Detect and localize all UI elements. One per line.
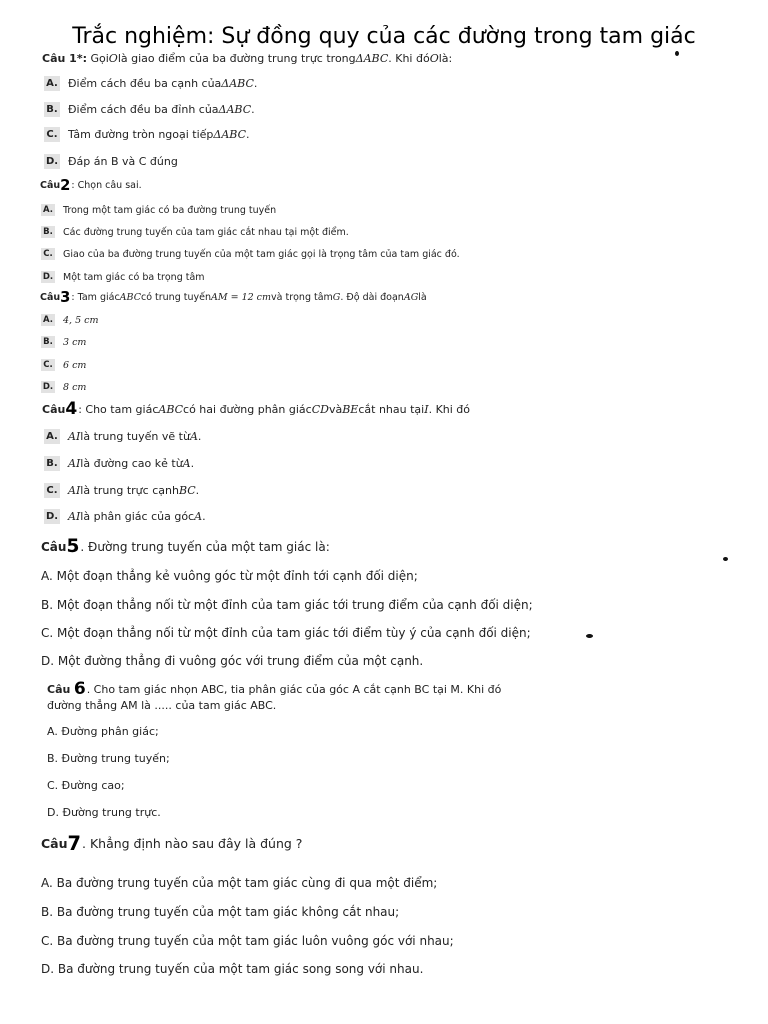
option-letter-badge: C.: [44, 483, 60, 498]
option-letter-badge: D.: [45, 511, 59, 522]
option-text: là trung trực cạnh: [80, 484, 179, 497]
option-math: AI: [68, 484, 81, 497]
option-letter-badge: A.: [41, 204, 55, 216]
math-o: O: [429, 52, 439, 65]
q7-option-a[interactable]: A. Ba đường trung tuyến của một tam giác cùng đi qua một điểm;: [41, 876, 438, 890]
option-letter-badge: B.: [41, 336, 55, 348]
option-text: Giao của ba đường trung tuyến của một tam giác gọi là trọng tâm của tam giác đó.: [63, 248, 460, 260]
question-3-label: Câu: [40, 292, 61, 304]
ink-mark: [723, 557, 728, 561]
math-be: BE: [342, 403, 359, 417]
q1-option-d[interactable]: [44, 154, 178, 169]
question-3-text: : Tam giác: [71, 292, 120, 304]
q5-option-b[interactable]: B. Một đoạn thẳng nối từ một đỉnh của tam giác tới trung điểm của cạnh đối diện;: [41, 598, 533, 612]
option-letter-badge: D.: [42, 382, 54, 392]
question-4-text: và: [328, 403, 343, 417]
option-math: AI: [68, 430, 81, 443]
question-6-text: . Cho tam giác nhọn ABC, tia phân giác của góc A cắt cạnh BC tại M. Khi đó: [86, 683, 502, 697]
option-text: .: [246, 128, 250, 141]
option-letter-badge: B.: [41, 226, 55, 238]
question-1-text: là giao điểm của ba đường trung trực trong: [117, 52, 356, 65]
question-1-text: Gọi: [90, 52, 109, 65]
option-letter-badge: A.: [44, 76, 60, 91]
option-text: .: [190, 457, 195, 470]
option-math: ΔABC: [221, 77, 254, 90]
option-letter-badge: C.: [44, 127, 60, 142]
q3-option-b[interactable]: [41, 336, 86, 348]
option-math: BC: [178, 484, 196, 497]
option-text: Điểm cách đều ba cạnh của: [68, 77, 222, 90]
q3-option-c[interactable]: [41, 359, 86, 371]
q1-option-b[interactable]: [44, 102, 255, 117]
question-4-text: : Cho tam giác: [78, 403, 159, 417]
q1-option-a[interactable]: [44, 76, 257, 91]
q6-option-a[interactable]: A. Đường phân giác;: [47, 725, 159, 738]
math-abc: ABC: [119, 292, 141, 304]
question-5-label: Câu: [41, 540, 67, 555]
math-cd: CD: [311, 403, 329, 417]
question-4-stem: [42, 399, 471, 419]
q1-option-c[interactable]: [44, 127, 250, 142]
question-3-text: là: [418, 292, 427, 304]
question-6-stem: [47, 679, 502, 699]
option-letter-badge: D.: [45, 156, 59, 167]
option-math: 6 cm: [63, 359, 87, 371]
q6-option-d[interactable]: D. Đường trung trực.: [47, 806, 161, 819]
q2-option-a[interactable]: [41, 204, 276, 216]
q7-option-c[interactable]: C. Ba đường trung tuyến của một tam giác luôn vuông góc với nhau;: [41, 934, 454, 948]
option-math: ΔABC: [218, 103, 252, 116]
option-math: 8 cm: [63, 381, 87, 393]
ink-mark: [586, 634, 593, 638]
option-math: A: [182, 457, 191, 470]
question-5-stem: [41, 536, 330, 557]
question-1-text: là:: [438, 52, 453, 65]
option-text: Đáp án B và C đúng: [68, 155, 178, 168]
q5-option-c[interactable]: C. Một đoạn thẳng nối từ một đỉnh của tam giác tới điểm tùy ý của cạnh đối diện;: [41, 626, 531, 640]
q7-option-d[interactable]: D. Ba đường trung tuyến của một tam giác song song với nhau.: [41, 962, 424, 976]
option-text: .: [197, 430, 202, 443]
question-4-text: có hai đường phân giác: [183, 403, 312, 417]
q3-option-d[interactable]: [41, 381, 86, 393]
question-3-stem: [40, 289, 427, 306]
question-2-number: 2: [60, 177, 71, 194]
question-7-number: 7: [67, 832, 81, 855]
question-7-label: Câu: [41, 836, 68, 852]
math-am: AM = 12 cm: [210, 292, 272, 304]
math-triangle-abc: ΔABC: [355, 52, 389, 65]
option-letter-badge: A.: [44, 429, 60, 444]
option-text: .: [251, 103, 255, 116]
math-i: I: [424, 403, 429, 417]
q4-option-b[interactable]: [44, 456, 194, 471]
question-5-number: 5: [66, 536, 80, 557]
q4-option-c[interactable]: [44, 483, 199, 498]
option-math: A: [194, 510, 203, 523]
option-text: Trong một tam giác có ba đường trung tuyến: [63, 204, 277, 216]
option-letter-badge: C.: [41, 359, 55, 371]
q6-option-b[interactable]: B. Đường trung tuyến;: [47, 752, 170, 765]
option-text: Tâm đường tròn ngoại tiếp: [68, 128, 214, 141]
q7-option-b[interactable]: B. Ba đường trung tuyến của một tam giác không cắt nhau;: [41, 905, 400, 919]
q4-option-d[interactable]: [44, 509, 206, 524]
question-4-text: cắt nhau tại: [358, 403, 425, 417]
q3-option-a[interactable]: [41, 314, 98, 326]
question-3-text: và trọng tâm: [271, 292, 333, 304]
question-3-text: . Độ dài đoạn: [340, 292, 404, 304]
q2-option-c[interactable]: [41, 248, 460, 260]
math-g: G: [332, 292, 341, 304]
option-text: là đường cao kẻ từ: [80, 457, 183, 470]
math-ag: AG: [403, 292, 419, 304]
question-4-text: . Khi đó: [428, 403, 471, 417]
question-1-text: . Khi đó: [388, 52, 430, 65]
question-4-label: Câu: [42, 403, 66, 417]
option-letter-badge: D.: [42, 272, 54, 282]
option-text: Các đường trung tuyến của tam giác cắt nhau tại một điểm.: [63, 226, 349, 238]
math-o: O: [108, 52, 118, 65]
question-2-text: : Chọn câu sai.: [71, 180, 142, 192]
page-title: Trắc nghiệm: Sự đồng quy của các đường trong tam giác: [72, 24, 696, 49]
q5-option-a[interactable]: A. Một đoạn thẳng kẻ vuông góc từ một đỉnh tới cạnh đối diện;: [41, 569, 418, 583]
option-text: .: [195, 484, 200, 497]
q2-option-d[interactable]: [41, 271, 205, 283]
q6-option-c[interactable]: C. Đường cao;: [47, 779, 125, 792]
question-3-text: có trung tuyến: [140, 292, 211, 304]
q4-option-a[interactable]: [44, 429, 201, 444]
option-letter-badge: B.: [44, 102, 60, 117]
option-letter-badge: A.: [41, 314, 55, 326]
option-text: .: [253, 77, 258, 90]
q2-option-b[interactable]: [41, 226, 349, 238]
option-text: là trung tuyến vẽ từ: [80, 430, 190, 443]
option-letter-badge: C.: [41, 248, 55, 260]
option-math: 3 cm: [63, 336, 87, 348]
question-7-stem: [41, 832, 303, 855]
question-2-label: Câu: [40, 180, 61, 192]
question-2-stem: [40, 177, 142, 194]
option-math: AI: [68, 457, 81, 470]
question-3-number: 3: [60, 289, 71, 306]
option-math: A: [189, 430, 198, 443]
question-7-text: . Khẳng định nào sau đây là đúng ?: [82, 836, 303, 852]
option-text: là phân giác của góc: [80, 510, 195, 523]
question-6-label: Câu: [47, 683, 71, 697]
q5-option-d[interactable]: D. Một đường thẳng đi vuông góc với trung điểm của một cạnh.: [41, 654, 424, 668]
question-1-star: *:: [76, 52, 87, 65]
question-1-stem: [42, 52, 452, 65]
math-abc: ABC: [158, 403, 184, 417]
question-5-text: . Đường trung tuyến của một tam giác là:: [80, 540, 330, 555]
option-text: Điểm cách đều ba đỉnh của: [68, 103, 219, 116]
option-text: Một tam giác có ba trọng tâm: [63, 271, 205, 283]
option-letter-badge: B.: [44, 456, 60, 471]
option-math: ΔABC: [213, 128, 247, 141]
question-1-label: Câu 1: [42, 52, 77, 65]
option-math: AI: [68, 510, 81, 523]
question-6-text-line-2: đường thẳng AM là ..... của tam giác ABC.: [47, 699, 277, 712]
option-text: .: [202, 510, 206, 523]
question-4-number: 4: [65, 399, 78, 419]
question-6-number: 6: [73, 679, 86, 699]
option-math: 4, 5 cm: [63, 314, 99, 326]
ink-mark: [675, 51, 679, 56]
